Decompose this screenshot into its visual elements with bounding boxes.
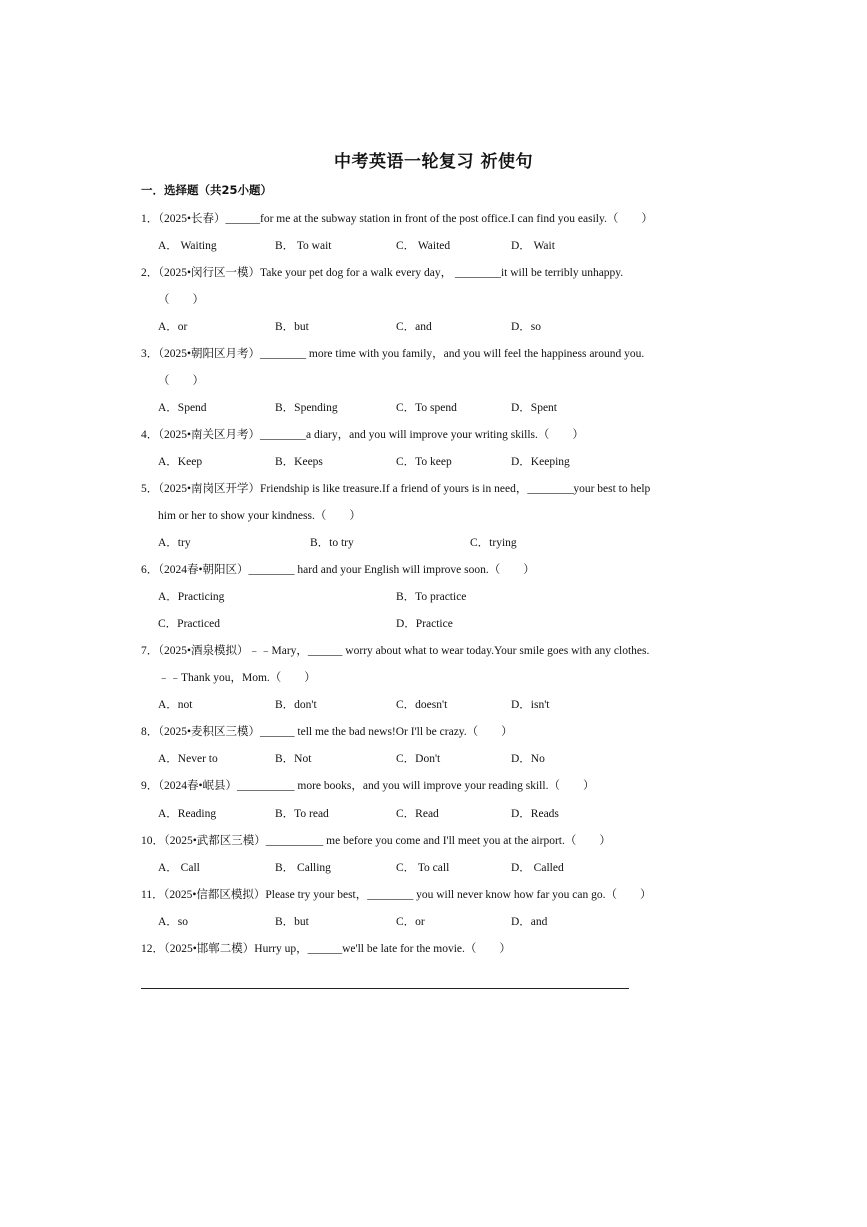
question-number: 11． [141, 889, 164, 901]
question-text: （2025•朝阳区月考）________ more time with you family，and you will feel the happiness around you. [158, 348, 645, 360]
option-c[interactable]: C．doesn't [396, 699, 448, 711]
question-number: 5． [141, 483, 159, 495]
option-d[interactable]: D．Spent [511, 402, 557, 414]
option-a[interactable]: A． Call [158, 862, 200, 874]
option-b[interactable]: B． Calling [275, 862, 331, 874]
question-number: 10． [141, 835, 164, 847]
option-d[interactable]: D． Called [511, 862, 564, 874]
option-b[interactable]: B．to try [310, 537, 354, 549]
question-text: （2024春•岷县）__________ more books，and you will improve your reading skill.（ ） [158, 780, 595, 792]
option-b[interactable]: B．To practice [396, 591, 467, 603]
option-a[interactable]: A．Practicing [158, 591, 225, 603]
option-c[interactable]: C．Practiced [158, 618, 220, 630]
option-b[interactable]: B．don't [275, 699, 317, 711]
option-b[interactable]: B．Not [275, 753, 312, 765]
question-5 [141, 480, 681, 496]
question-number: 2． [141, 267, 159, 279]
question-text: （2025•信都区模拟）Please try your best，________ you will never know how far you can go.（ ） [163, 889, 652, 901]
question-number: 1． [141, 213, 159, 225]
option-c[interactable]: C．To keep [396, 456, 452, 468]
option-a[interactable]: A．Spend [158, 402, 207, 414]
option-c[interactable]: C． To call [396, 862, 450, 874]
option-c[interactable]: C．Don't [396, 753, 441, 765]
question-number: 4． [141, 429, 159, 441]
question-10 [141, 832, 681, 848]
option-b[interactable]: B．Keeps [275, 456, 323, 468]
option-a[interactable]: A．Reading [158, 808, 217, 820]
option-c[interactable]: C．trying [470, 537, 517, 549]
question-number: 3． [141, 348, 159, 360]
section-heading: 一．选择题（共25小题） [141, 183, 273, 197]
option-a[interactable]: A．or [158, 321, 188, 333]
question-6 [141, 561, 681, 577]
option-a[interactable]: A．Keep [158, 456, 203, 468]
option-b[interactable]: B．Spending [275, 402, 338, 414]
question-continuation: （ ） [158, 294, 204, 306]
question-text: （2025•闵行区一模）Take your pet dog for a walk every day， ________it will be terribly unhappy. [158, 267, 624, 279]
page-title: 中考英语一轮复习 祈使句 [334, 152, 533, 172]
option-d[interactable]: D．Reads [511, 808, 559, 820]
option-d[interactable]: D．and [511, 916, 548, 928]
option-d[interactable]: D．No [511, 753, 545, 765]
option-a[interactable]: A． Waiting [158, 240, 217, 252]
option-c[interactable]: C．Read [396, 808, 439, 820]
question-number: 12． [141, 943, 164, 955]
option-b[interactable]: B．but [275, 321, 309, 333]
option-a[interactable]: A．so [158, 916, 189, 928]
footer-divider [141, 988, 629, 989]
question-text: （2025•武都区三模）__________ me before you come and I'll meet you at the airport.（ ） [164, 835, 611, 847]
question-number: 8． [141, 726, 159, 738]
option-d[interactable]: D．Practice [396, 618, 453, 630]
option-d[interactable]: D． Wait [511, 240, 555, 252]
question-text: （2025•邯郸二模）Hurry up，______we'll be late for the movie.（ ） [164, 943, 511, 955]
option-c[interactable]: C．and [396, 321, 432, 333]
question-12 [141, 940, 681, 956]
option-d[interactable]: D．isn't [511, 699, 550, 711]
option-b[interactable]: B． To wait [275, 240, 332, 252]
option-d[interactable]: D．Keeping [511, 456, 570, 468]
option-a[interactable]: A．try [158, 537, 191, 549]
question-continuation: him or her to show your kindness.（ ） [158, 510, 361, 522]
question-4 [141, 426, 681, 442]
question-text: （2025•酒泉模拟）﹣﹣Mary，______ worry about what to wear today.Your smile goes with any clothes. [158, 645, 650, 657]
question-text: （2025•南岗区开学）Friendship is like treasure.If a friend of yours is in need，________your best to help [158, 483, 651, 495]
question-text: （2024春•朝阳区）________ hard and your English will improve soon.（ ） [158, 564, 535, 576]
question-9 [141, 777, 681, 793]
option-c[interactable]: C． Waited [396, 240, 451, 252]
question-text: （2025•南关区月考）________a diary，and you will improve your writing skills.（ ） [158, 429, 584, 441]
question-3 [141, 345, 681, 361]
option-b[interactable]: B．but [275, 916, 309, 928]
option-c[interactable]: C．To spend [396, 402, 457, 414]
question-continuation: （ ） [158, 375, 204, 387]
question-11 [141, 886, 681, 902]
option-c[interactable]: C．or [396, 916, 425, 928]
question-text: （2025•长春）______for me at the subway station in front of the post office.I can find you easily.（ ） [158, 213, 653, 225]
option-b[interactable]: B．To read [275, 808, 329, 820]
question-continuation: ﹣﹣Thank you，Mom.（ ） [158, 672, 316, 684]
question-text: （2025•麦积区三模）______ tell me the bad news!Or I'll be crazy.（ ） [158, 726, 513, 738]
question-8 [141, 723, 681, 739]
question-1 [141, 210, 681, 226]
option-d[interactable]: D．so [511, 321, 542, 333]
question-7 [141, 642, 681, 658]
question-number: 9． [141, 780, 159, 792]
option-a[interactable]: A．Never to [158, 753, 218, 765]
option-a[interactable]: A．not [158, 699, 193, 711]
question-number: 6． [141, 564, 159, 576]
question-number: 7． [141, 645, 159, 657]
question-2 [141, 264, 681, 280]
